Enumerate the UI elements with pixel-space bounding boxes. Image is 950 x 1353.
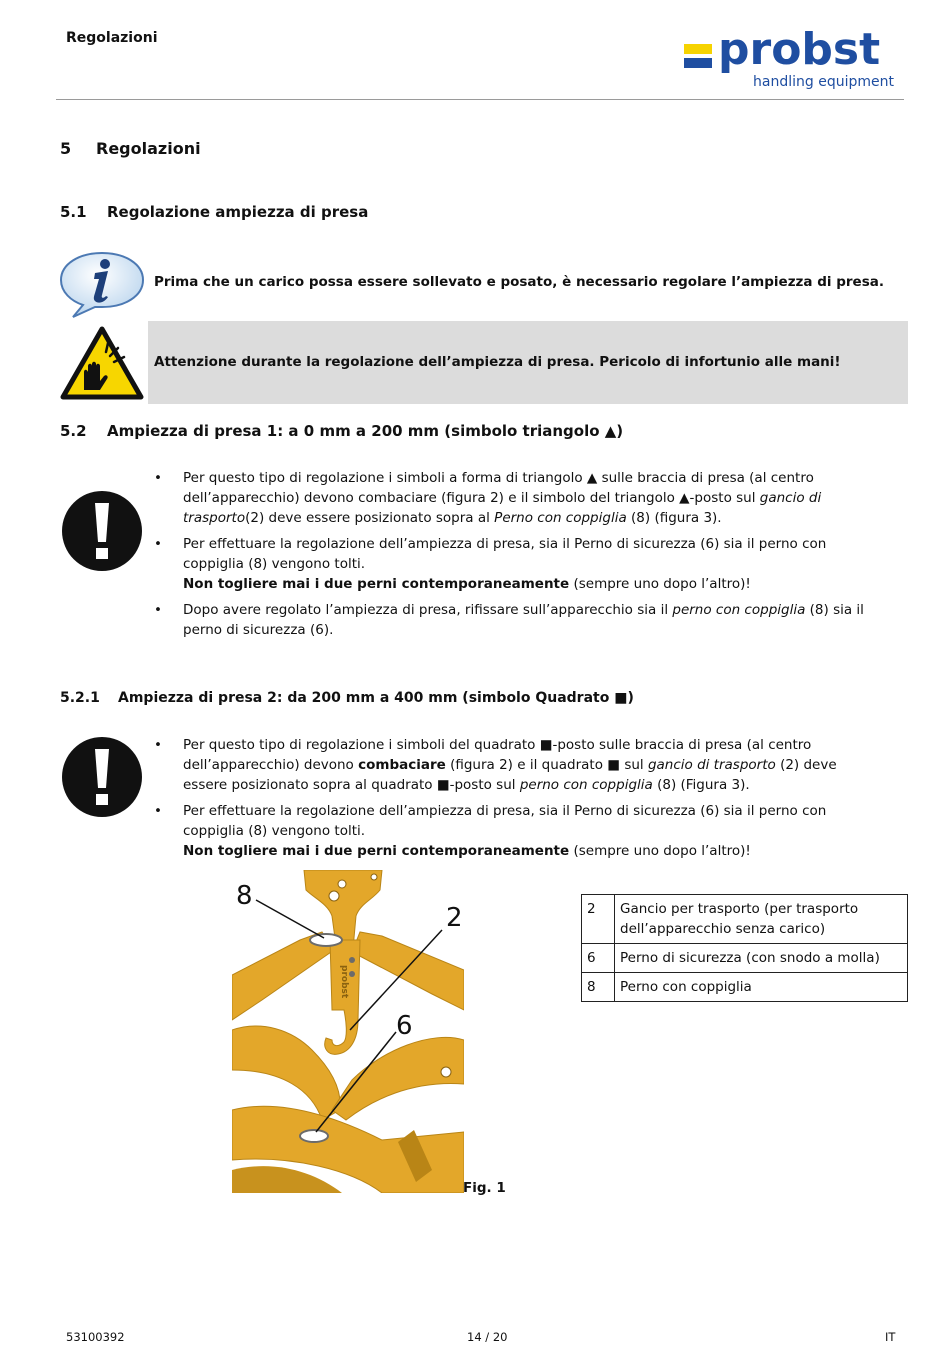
footer-page-number: 14 / 20 — [467, 1330, 508, 1344]
info-speech-bubble-icon — [58, 250, 146, 320]
legend-number: 2 — [582, 895, 615, 944]
logo-blue-bar — [684, 58, 712, 68]
legend-description: Perno con coppiglia — [615, 973, 908, 1002]
logo-subtitle: handling equipment — [753, 74, 894, 90]
section-heading-5-1: 5.1 Regolazione ampiezza di presa — [60, 203, 369, 221]
legend-number: 6 — [582, 944, 615, 973]
hook-imprint-text: probst — [339, 965, 349, 999]
info-note-text: Prima che un carico possa essere sollevato e posato, è necessario regolare l’ampiezza di presa. — [154, 274, 884, 290]
logo-yellow-bar — [684, 44, 712, 54]
section-heading-5: 5 Regolazioni — [60, 139, 201, 158]
list-item: • Per questo tipo di regolazione i simboli a forma di triangolo ▲ sulle braccia di presa (al centro dell’apparecchio) devono combaciare (figura 2) e il simbolo del triangolo ▲-posto sul gancio di trasporto(2) deve essere posizionato sopra al Perno con coppiglia (8) (figura 3). — [154, 468, 879, 528]
bullet-list-5-2 — [154, 468, 879, 646]
logo-word: probst — [718, 24, 881, 75]
gripper-figure — [232, 870, 464, 1193]
list-item: • Dopo avere regolato l’ampiezza di presa, rifissare sull’apparecchio sia il perno con coppiglia (8) sia il perno di sicurezza (6). — [154, 600, 879, 640]
footer-language: IT — [885, 1330, 896, 1344]
legend-description: Gancio per trasporto (per trasporto dell’apparecchio senza carico) — [615, 895, 908, 944]
table-row — [582, 944, 908, 973]
header-divider — [56, 99, 904, 100]
callout-6: 6 — [396, 1011, 413, 1041]
list-item: • Per questo tipo di regolazione i simboli del quadrato ■-posto sulle braccia di presa (al centro dell’apparecchio) devono combaciare (figura 2) e il quadrato ■ sul gancio di trasporto (2) deve essere posizionato sopra al quadrato ■-posto sul perno con coppiglia (8) (Figura 3). — [154, 735, 879, 795]
exclamation-icon — [61, 490, 143, 572]
warning-note-text: Attenzione durante la regolazione dell’ampiezza di presa. Pericolo di infortunio alle mani! — [154, 354, 841, 370]
legend-table — [581, 894, 908, 1002]
probst-logo — [684, 24, 896, 96]
list-item: • Per effettuare la regolazione dell’ampiezza di presa, sia il Perno di sicurezza (6) sia il perno con coppiglia (8) vengono tolti. Non togliere mai i due perni contemporaneamente (sempre uno dopo l’altro)! — [154, 534, 879, 594]
figure-caption: Fig. 1 — [463, 1180, 506, 1196]
exclamation-icon — [61, 736, 143, 818]
bullet-list-5-2-1 — [154, 735, 879, 867]
header-section-title: Regolazioni — [66, 30, 158, 46]
callout-8: 8 — [236, 881, 253, 911]
list-item: • Per effettuare la regolazione dell’ampiezza di presa, sia il Perno di sicurezza (6) sia il perno con coppiglia (8) vengono tolti. Non togliere mai i due perni contemporaneamente (sempre uno dopo l’altro)! — [154, 801, 879, 861]
table-row — [582, 895, 908, 944]
section-heading-5-2-1: 5.2.1 Ampiezza di presa 2: da 200 mm a 400 mm (simbolo Quadrato ■) — [60, 690, 634, 706]
warning-hand-icon — [60, 326, 144, 400]
legend-description: Perno di sicurezza (con snodo a molla) — [615, 944, 908, 973]
callout-2: 2 — [446, 903, 463, 933]
legend-number: 8 — [582, 973, 615, 1002]
table-row — [582, 973, 908, 1002]
footer-doc-number: 53100392 — [66, 1330, 125, 1344]
section-heading-5-2: 5.2 Ampiezza di presa 1: a 0 mm a 200 mm (simbolo triangolo ▲) — [60, 422, 624, 440]
